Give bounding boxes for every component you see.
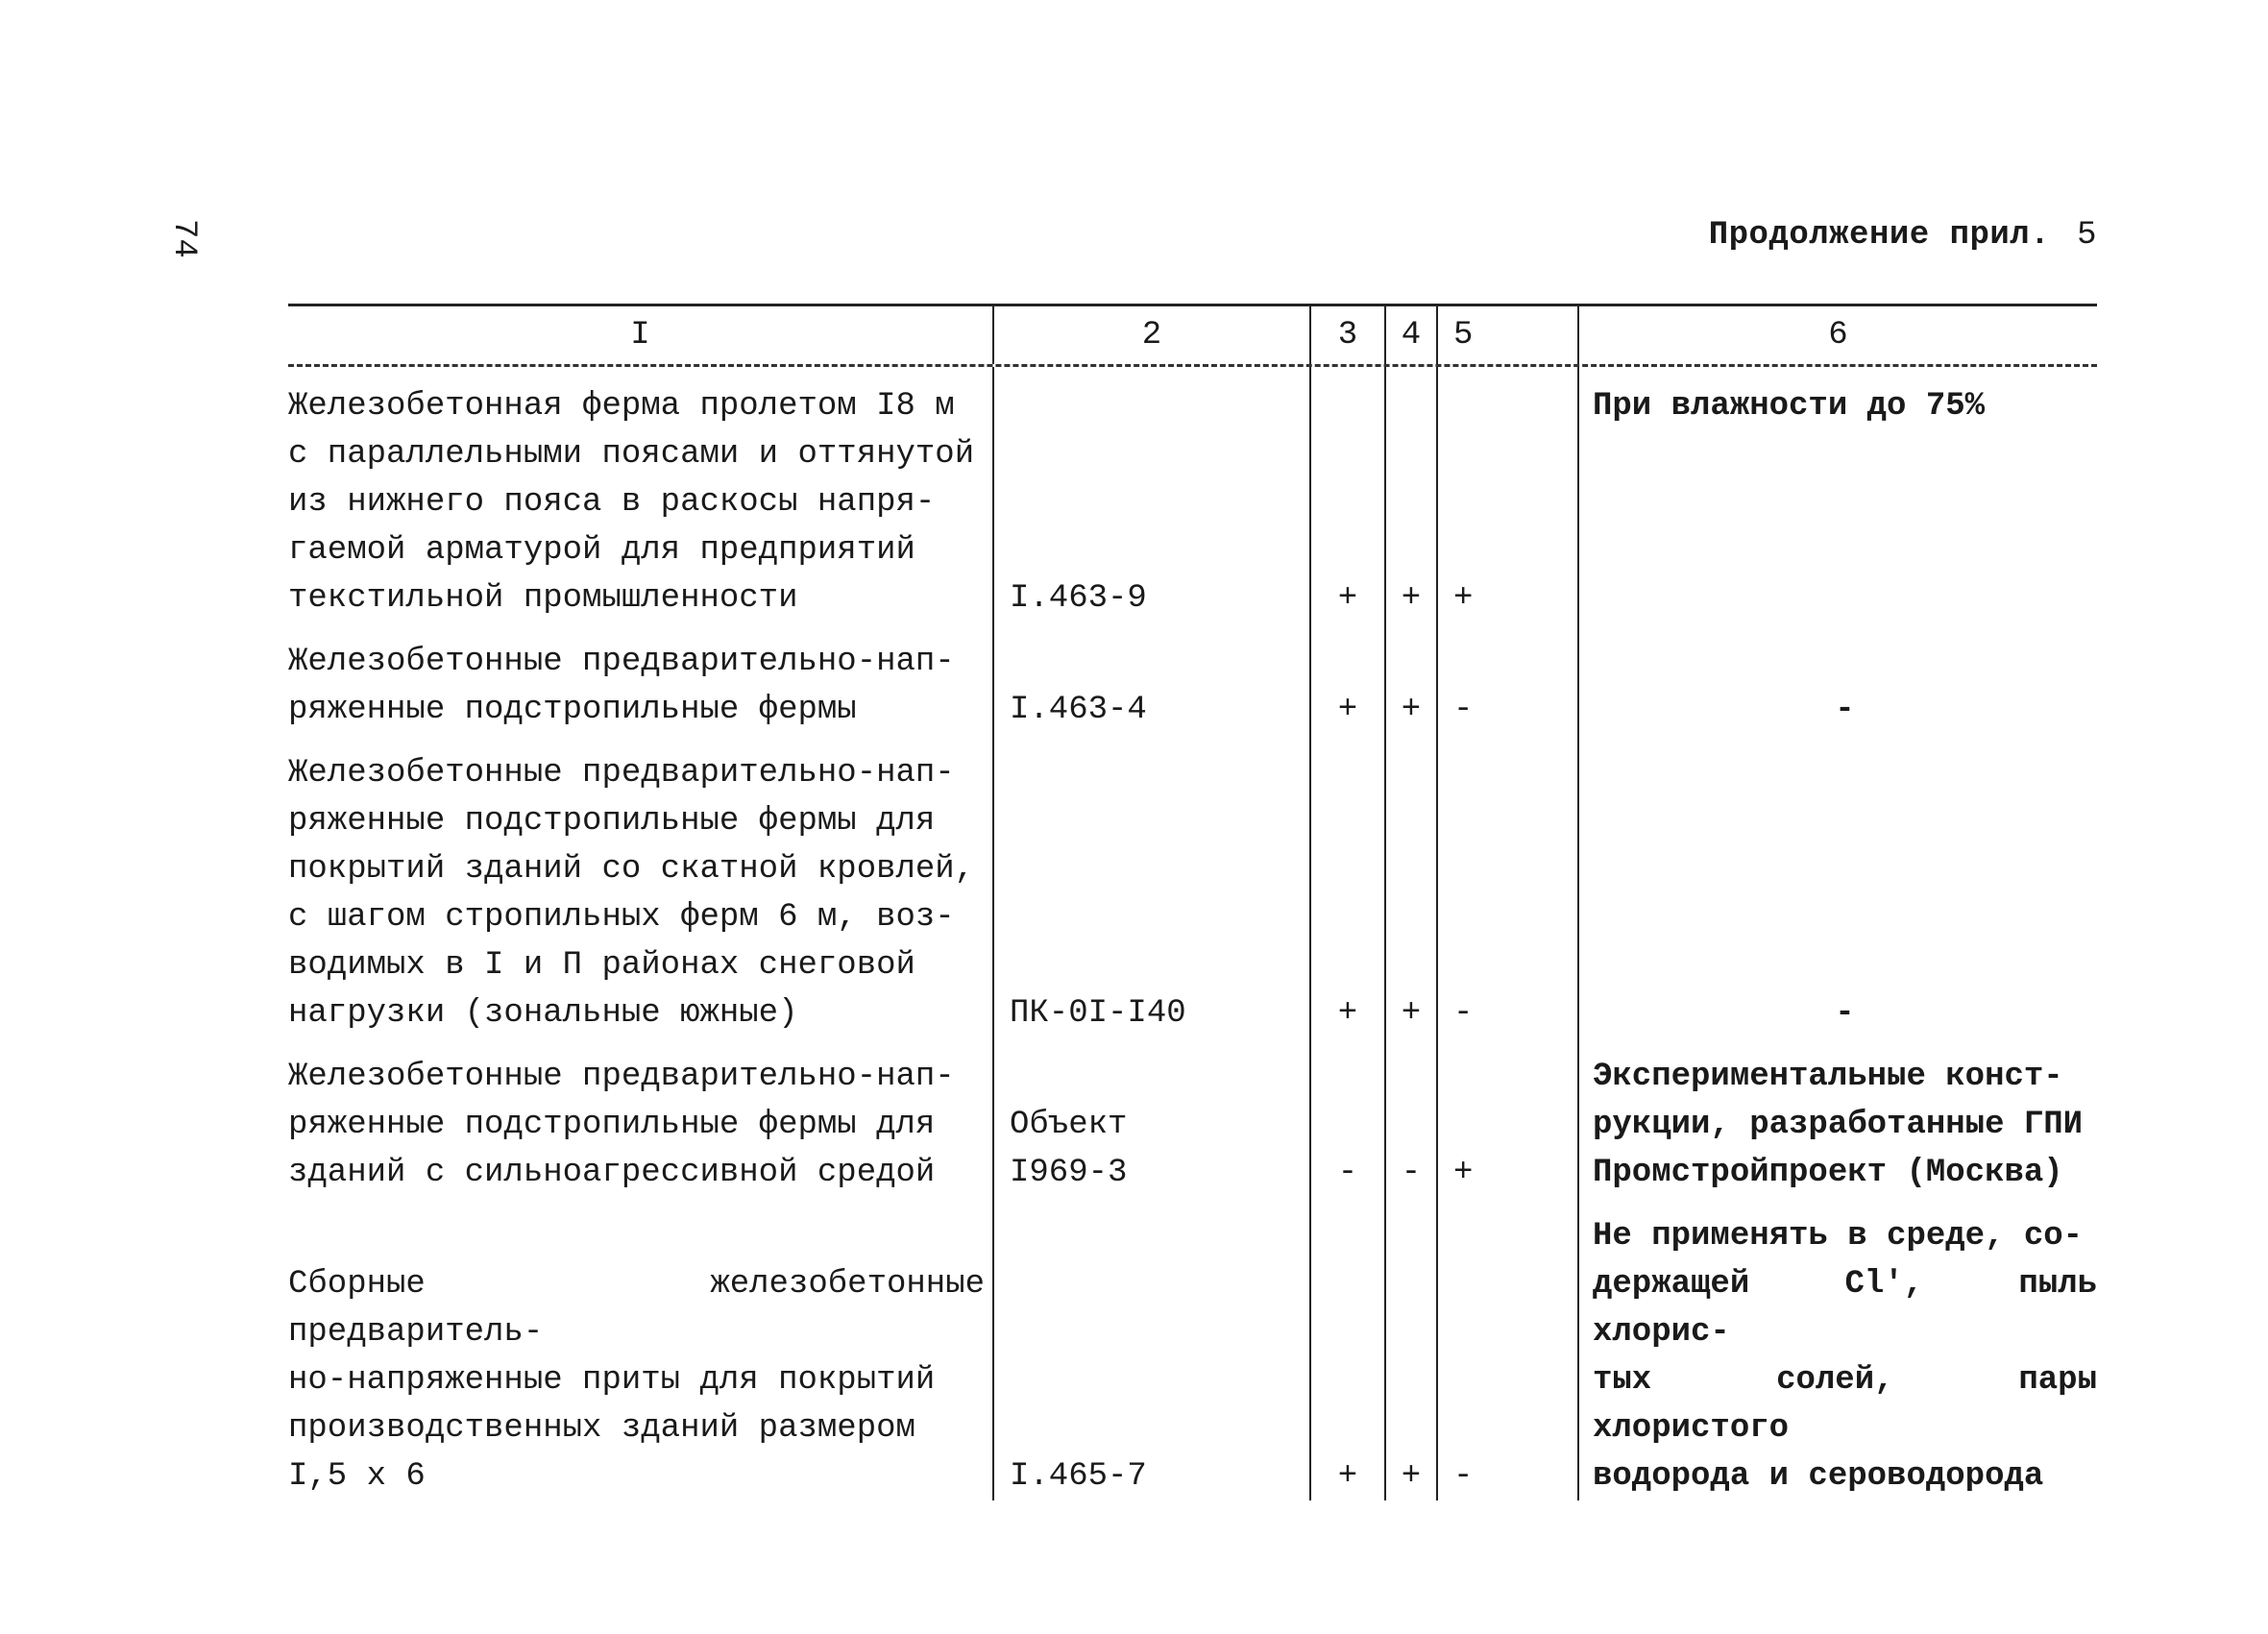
description-line: Железобетонные предварительно-нап- [288, 644, 955, 680]
note-line: - [1835, 692, 1855, 728]
description-line: Железобетонная ферма пролетом I8 м [288, 388, 955, 425]
description-line: ряженные подстропильные фермы для [288, 803, 936, 840]
description-line: Железобетонные предварительно-нап- [288, 755, 955, 792]
page-number: 74 [165, 219, 202, 258]
code-line: I.465-7 [1010, 1458, 1147, 1495]
description-line: гаемой арматурой для предприятий [288, 532, 915, 569]
description-line: текстильной промышленности [288, 580, 798, 617]
row-code [993, 1197, 1310, 1500]
description-line: покрытий зданий со скатной кровлей, [288, 851, 975, 888]
code-line: Объект [1010, 1107, 1128, 1143]
note-line: Экспериментальные конст- [1593, 1059, 2063, 1095]
header-col-4: 4 [1385, 306, 1437, 364]
note-line: рукции, разработанные ГПИ [1593, 1107, 2084, 1143]
header-col-3: 3 [1310, 306, 1385, 364]
row-description [288, 734, 993, 1037]
code-line: I.463-4 [1010, 692, 1147, 728]
appendix-number: 5 [2077, 217, 2097, 254]
table-row [288, 622, 2097, 734]
row-description [288, 367, 993, 622]
row-code [993, 1037, 1310, 1197]
description-line: но-напряженные приты для покрытий [288, 1362, 936, 1399]
description-line: зданий с сильноагрессивной средой [288, 1155, 936, 1191]
table-row [288, 734, 2097, 1037]
header-col-6: 6 [1578, 306, 2097, 364]
row-col-4: + [1385, 622, 1437, 734]
row-col-3: + [1310, 622, 1385, 734]
row-col-5: + [1437, 1037, 1578, 1197]
row-note [1578, 367, 2097, 622]
continuation-heading [1709, 217, 2097, 254]
row-note [1578, 1197, 2097, 1500]
header-col-2: 2 [993, 306, 1310, 364]
code-line: I969-3 [1010, 1155, 1128, 1191]
row-code [993, 622, 1310, 734]
row-col-4: - [1385, 1037, 1437, 1197]
description-line: с шагом стропильных ферм 6 м, воз- [288, 899, 955, 936]
row-col-3: + [1310, 367, 1385, 622]
row-description [288, 1197, 993, 1500]
row-col-3: - [1310, 1037, 1385, 1197]
note-line: - [1835, 995, 1855, 1032]
code-line: ПК-0I-I40 [1010, 995, 1186, 1032]
row-col-4: + [1385, 1197, 1437, 1500]
description-line: I,5 х 6 [288, 1458, 426, 1495]
header-row [288, 306, 2097, 364]
row-note [1578, 734, 2097, 1037]
description-line: производственных зданий размером [288, 1410, 915, 1447]
description-line: водимых в I и П районах снеговой [288, 947, 915, 984]
continuation-label: Продолжение прил. [1708, 217, 2051, 254]
row-note [1578, 1037, 2097, 1197]
note-line: тых солей, пары хлористого [1593, 1362, 2097, 1447]
description-line: Железобетонные предварительно-нап- [288, 1059, 955, 1095]
description-line: с параллельными поясами и оттянутой [288, 436, 975, 473]
header-col-1: I [630, 317, 650, 354]
table-row [288, 1037, 2097, 1197]
row-col-3: + [1310, 734, 1385, 1037]
row-description [288, 1037, 993, 1197]
code-line: I.463-9 [1010, 580, 1147, 617]
row-code [993, 367, 1310, 622]
row-col-5: - [1437, 622, 1578, 734]
description-line: нагрузки (зональные южные) [288, 995, 798, 1032]
table-row [288, 367, 2097, 622]
note-line: Не применять в среде, со- [1593, 1218, 2084, 1255]
row-note [1578, 622, 2097, 734]
appendix-table [288, 304, 2097, 1500]
row-col-5: + [1437, 367, 1578, 622]
description-line: ряженные подстропильные фермы для [288, 1107, 936, 1143]
note-line: держащей Cl', пыль хлорис- [1593, 1266, 2097, 1351]
description-line: ряженные подстропильные фермы [288, 692, 857, 728]
row-col-3: + [1310, 1197, 1385, 1500]
description-line: Сборные железобетонные предваритель- [288, 1266, 985, 1351]
description-line: из нижнего пояса в раскосы напря- [288, 484, 936, 521]
note-line: При влажности до 75% [1593, 388, 1986, 425]
row-description [288, 622, 993, 734]
row-col-4: + [1385, 734, 1437, 1037]
note-line: водорода и сероводорода [1593, 1458, 2044, 1495]
row-code [993, 734, 1310, 1037]
header-col-5: 5 [1437, 306, 1578, 364]
table-row [288, 1197, 2097, 1500]
note-line: Промстройпроект (Москва) [1593, 1155, 2063, 1191]
row-col-4: + [1385, 367, 1437, 622]
row-col-5: - [1437, 1197, 1578, 1500]
row-col-5: - [1437, 734, 1578, 1037]
